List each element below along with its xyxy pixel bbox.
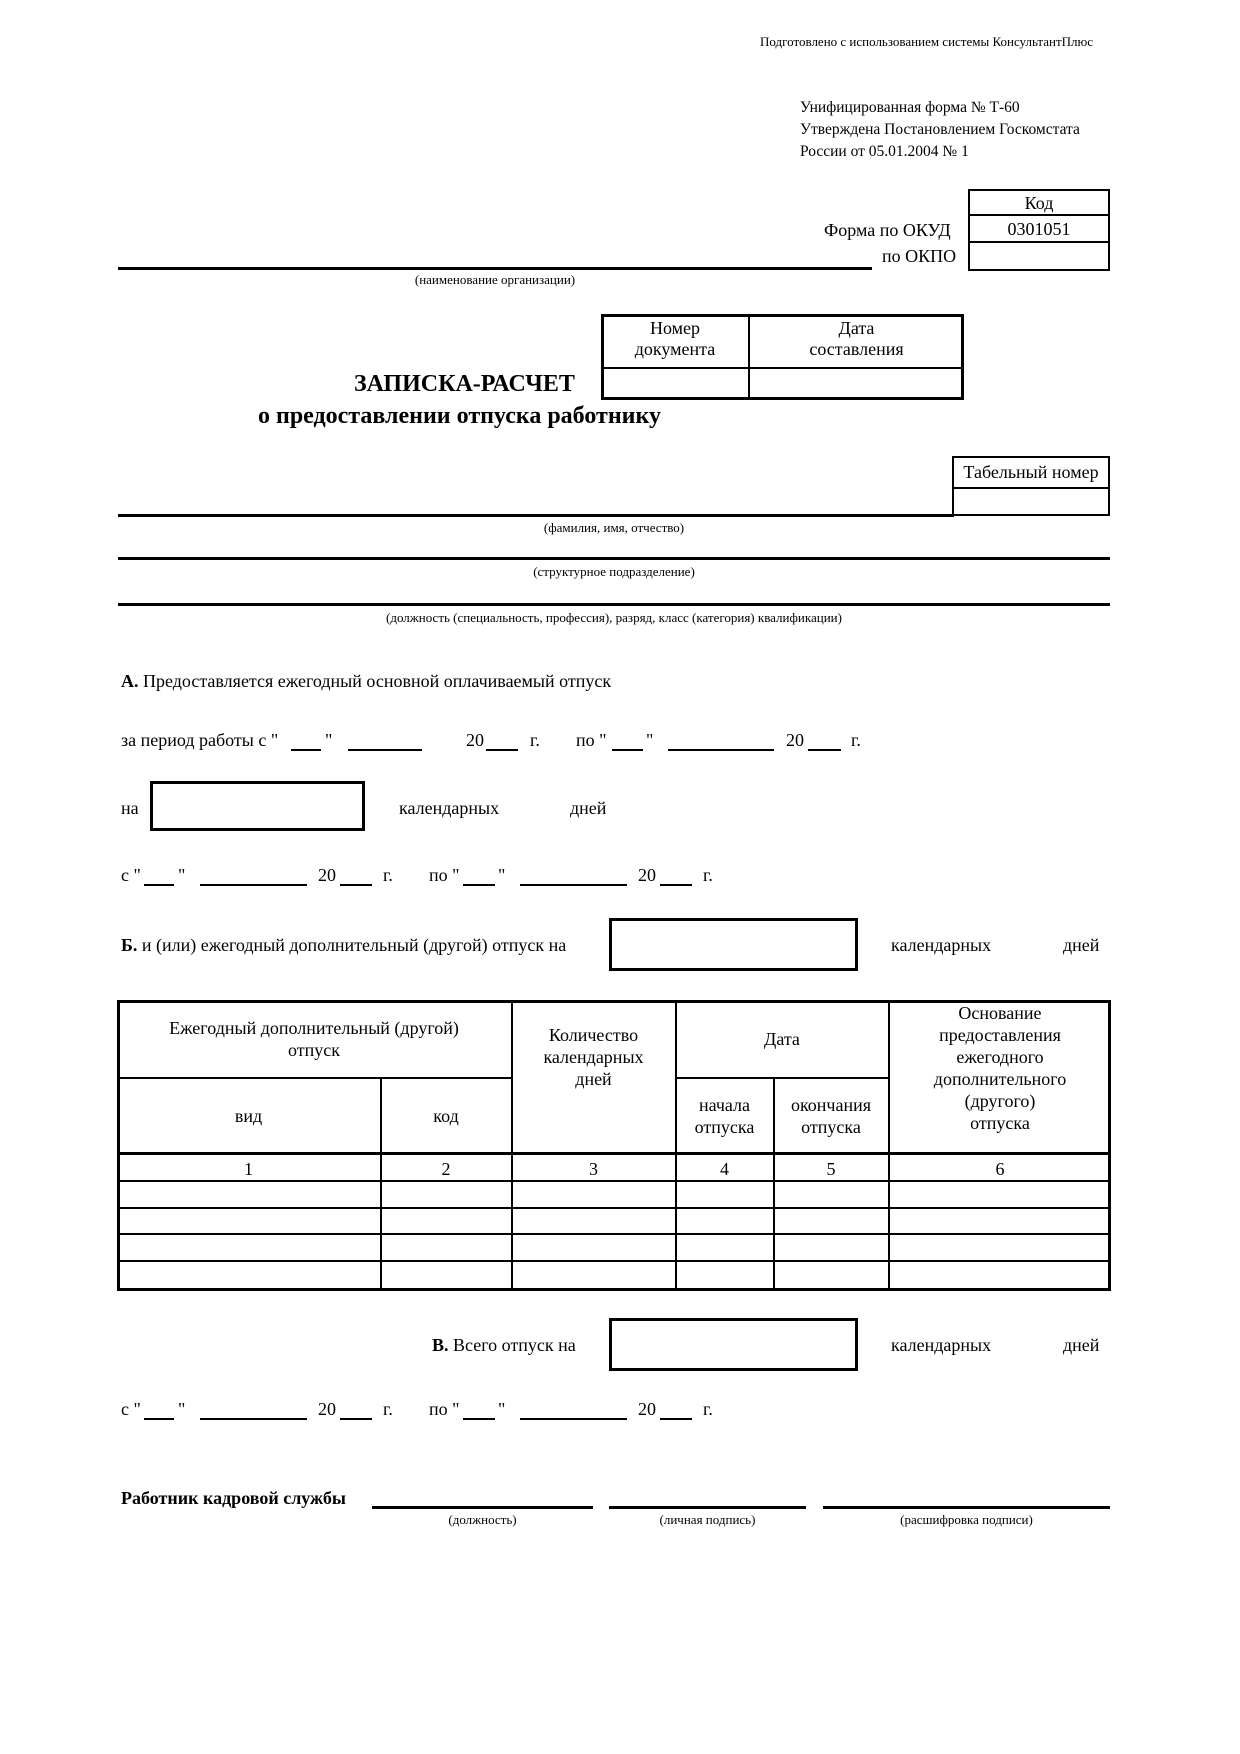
doc-number-header: Номер документа bbox=[634, 318, 716, 359]
a-from-day[interactable] bbox=[144, 884, 174, 886]
v-from-year[interactable] bbox=[340, 1418, 372, 1420]
position-caption: (должность (специальность, профессия), разряд, класс (категория) квалификации) bbox=[386, 610, 842, 625]
period-to-day[interactable] bbox=[612, 749, 643, 751]
th-count: Количество календарных дней bbox=[543, 1025, 644, 1089]
th-date: Дата bbox=[764, 1029, 800, 1049]
signature-position-line[interactable] bbox=[372, 1506, 593, 1509]
a-from-year[interactable] bbox=[340, 884, 372, 886]
position-line[interactable] bbox=[118, 603, 1110, 606]
th-basis: Основание предоставления ежегодного дополнительного (другого) отпуска bbox=[933, 1003, 1067, 1133]
section-b: Б. и (или) ежегодный дополнительный (другой) отпуск на bbox=[121, 935, 567, 955]
form-subtitle: о предоставлении отпуска работнику bbox=[258, 403, 661, 429]
form-approval-date: России от 05.01.2004 № 1 bbox=[800, 143, 969, 160]
v-from-day[interactable] bbox=[144, 1418, 174, 1420]
doc-date-header: Дата составления bbox=[809, 318, 904, 359]
a-from-month[interactable] bbox=[200, 884, 307, 886]
department-line[interactable] bbox=[118, 557, 1110, 560]
prepared-with-note: Подготовлено с использованием системы КонсультантПлюс bbox=[760, 34, 1094, 49]
col-number: 1 bbox=[244, 1159, 253, 1179]
th-code: код bbox=[433, 1106, 459, 1126]
a-to-month[interactable] bbox=[520, 884, 627, 886]
department-caption: (структурное подразделение) bbox=[533, 564, 695, 579]
th-start: начала отпуска bbox=[694, 1095, 755, 1137]
th-vacation: Ежегодный дополнительный (другой) отпуск bbox=[169, 1018, 459, 1060]
v-from-month[interactable] bbox=[200, 1418, 307, 1420]
period-from-year[interactable] bbox=[486, 749, 518, 751]
form-number: Унифицированная форма № Т-60 bbox=[800, 99, 1020, 116]
form-title: ЗАПИСКА-РАСЧЕТ bbox=[354, 371, 575, 397]
organization-caption: (наименование организации) bbox=[414, 272, 576, 287]
period-from-day[interactable] bbox=[291, 749, 321, 751]
col-number: 4 bbox=[720, 1159, 729, 1179]
kod-label: Код bbox=[1024, 193, 1054, 213]
signature-sign-line[interactable] bbox=[609, 1506, 806, 1509]
a-to-year[interactable] bbox=[660, 884, 692, 886]
th-kind: вид bbox=[234, 1106, 263, 1126]
fio-line[interactable] bbox=[118, 514, 954, 517]
signature-decode-line[interactable] bbox=[823, 1506, 1110, 1509]
period-to-year[interactable] bbox=[808, 749, 841, 751]
col-number: 6 bbox=[995, 1159, 1005, 1179]
hr-worker-label: Работник кадровой службы bbox=[121, 1488, 346, 1508]
a-to-day[interactable] bbox=[463, 884, 495, 886]
col-number: 5 bbox=[826, 1159, 836, 1179]
col-number: 2 bbox=[441, 1159, 451, 1179]
period-to-month[interactable] bbox=[668, 749, 774, 751]
signature-position-caption: (должность) bbox=[448, 1512, 517, 1527]
section-v: В. Всего отпуск на bbox=[432, 1335, 576, 1355]
form-approval: Утверждена Постановлением Госкомстата bbox=[800, 121, 1080, 138]
period-from-month[interactable] bbox=[348, 749, 422, 751]
okpo-label: по ОКПО bbox=[882, 246, 957, 266]
section-b-days-box[interactable] bbox=[609, 918, 858, 971]
okud-label: Форма по ОКУД bbox=[824, 220, 951, 240]
section-v-days-box[interactable] bbox=[609, 1318, 858, 1371]
tab-number-label: Табельный номер bbox=[963, 462, 1099, 482]
organization-line[interactable] bbox=[118, 267, 872, 270]
v-to-month[interactable] bbox=[520, 1418, 627, 1420]
col-number: 3 bbox=[589, 1159, 598, 1179]
okud-value[interactable]: 0301051 bbox=[1007, 219, 1071, 239]
v-to-day[interactable] bbox=[463, 1418, 495, 1420]
v-to-year[interactable] bbox=[660, 1418, 692, 1420]
section-a-days-box[interactable] bbox=[150, 781, 365, 831]
fio-caption: (фамилия, имя, отчество) bbox=[543, 520, 685, 535]
period-prefix: за период работы с " bbox=[121, 730, 279, 750]
signature-decode-caption: (расшифровка подписи) bbox=[900, 1512, 1033, 1527]
section-a: А. Предоставляется ежегодный основной оплачиваемый отпуск bbox=[121, 671, 612, 691]
th-end: окончания отпуска bbox=[790, 1095, 872, 1137]
signature-sign-caption: (личная подпись) bbox=[659, 1512, 756, 1527]
